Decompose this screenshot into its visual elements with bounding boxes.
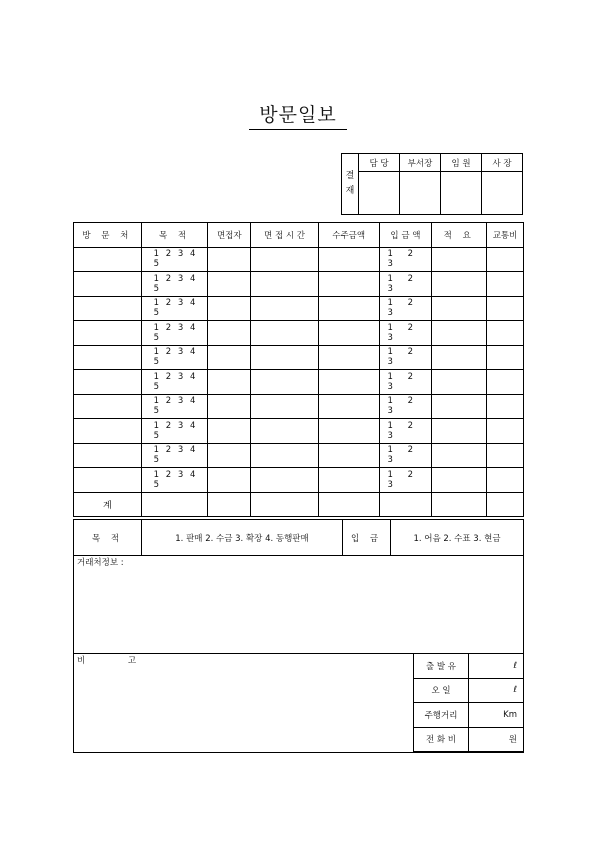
- cell-transport-cost[interactable]: [487, 468, 524, 493]
- total-interviewee[interactable]: [208, 492, 251, 517]
- cell-interview-time[interactable]: [251, 419, 319, 444]
- title-underline: [249, 129, 347, 130]
- table-row: [74, 321, 524, 346]
- cell-transport-cost[interactable]: [487, 394, 524, 419]
- cell-transport-cost[interactable]: [487, 419, 524, 444]
- cell-summary[interactable]: [432, 370, 487, 395]
- expense-box: [413, 653, 524, 752]
- side-value-phone[interactable]: 원: [469, 727, 524, 752]
- col-header-purpose: 목 적: [141, 223, 208, 248]
- cell-visit-place[interactable]: [74, 394, 142, 419]
- approval-header-executive: 임 원: [441, 154, 482, 172]
- cell-visit-place[interactable]: [74, 321, 142, 346]
- col-header-order-amount: 수주금액: [318, 223, 379, 248]
- cell-order-amount[interactable]: [318, 247, 379, 272]
- cell-payment[interactable]: 1 2 3: [379, 321, 432, 346]
- total-payment[interactable]: [379, 492, 432, 517]
- purpose-legend-options: 1. 판매 2. 수금 3. 확장 4. 동행판매: [142, 520, 343, 556]
- approval-sign-staff[interactable]: [359, 172, 400, 215]
- side-value-oil[interactable]: ℓ: [469, 678, 524, 703]
- cell-visit-place[interactable]: [74, 468, 142, 493]
- cell-order-amount[interactable]: [318, 419, 379, 444]
- cell-interviewee[interactable]: [208, 419, 251, 444]
- cell-purpose[interactable]: 1 2 3 4 5: [141, 247, 208, 272]
- cell-interviewee[interactable]: [208, 272, 251, 297]
- cell-payment[interactable]: 1 2 3: [379, 247, 432, 272]
- cell-payment[interactable]: 1 2 3: [379, 296, 432, 321]
- table-row: [74, 370, 524, 395]
- approval-header-president: 사 장: [482, 154, 523, 172]
- table-row: [74, 468, 524, 493]
- total-order-amount[interactable]: [318, 492, 379, 517]
- col-header-interview-time: 면 접 시 간: [251, 223, 319, 248]
- cell-interview-time[interactable]: [251, 394, 319, 419]
- purpose-legend-label: 목 적: [74, 520, 142, 556]
- approval-header-manager: 부서장: [400, 154, 441, 172]
- cell-summary[interactable]: [432, 419, 487, 444]
- cell-summary[interactable]: [432, 321, 487, 346]
- remarks-label: 비 고: [77, 656, 157, 666]
- side-value-fuel[interactable]: ℓ: [469, 654, 524, 679]
- col-header-transport-cost: 교통비: [487, 223, 524, 248]
- cell-interview-time[interactable]: [251, 247, 319, 272]
- cell-order-amount[interactable]: [318, 296, 379, 321]
- cell-summary[interactable]: [432, 272, 487, 297]
- total-purpose[interactable]: [141, 492, 208, 517]
- cell-purpose[interactable]: 1 2 3 4 5: [141, 468, 208, 493]
- cell-payment[interactable]: 1 2 3: [379, 468, 432, 493]
- approval-sign-executive[interactable]: [441, 172, 482, 215]
- total-interview-time[interactable]: [251, 492, 319, 517]
- cell-interviewee[interactable]: [208, 296, 251, 321]
- cell-interviewee[interactable]: [208, 443, 251, 468]
- col-header-payment-amount: 입 금 액: [379, 223, 432, 248]
- client-info-label: 거래처정보 :: [77, 558, 124, 568]
- col-header-summary: 적 요: [432, 223, 487, 248]
- cell-visit-place[interactable]: [74, 443, 142, 468]
- table-row: [74, 247, 524, 272]
- table-row: [74, 394, 524, 419]
- cell-order-amount[interactable]: [318, 345, 379, 370]
- approval-header-staff: 담 당: [359, 154, 400, 172]
- cell-transport-cost[interactable]: [487, 296, 524, 321]
- col-header-interviewee: 면접자: [208, 223, 251, 248]
- cell-payment[interactable]: 1 2 3: [379, 272, 432, 297]
- cell-purpose[interactable]: 1 2 3 4 5: [141, 443, 208, 468]
- cell-purpose[interactable]: 1 2 3 4 5: [141, 370, 208, 395]
- cell-order-amount[interactable]: [318, 468, 379, 493]
- cell-interviewee[interactable]: [208, 345, 251, 370]
- total-transport-cost[interactable]: [487, 492, 524, 517]
- cell-transport-cost[interactable]: [487, 247, 524, 272]
- cell-visit-place[interactable]: [74, 345, 142, 370]
- table-row: [74, 272, 524, 297]
- cell-summary[interactable]: [432, 296, 487, 321]
- cell-purpose[interactable]: 1 2 3 4 5: [141, 345, 208, 370]
- approval-label: 결재: [342, 154, 359, 215]
- cell-visit-place[interactable]: [74, 272, 142, 297]
- cell-interviewee[interactable]: [208, 321, 251, 346]
- cell-visit-place[interactable]: [74, 370, 142, 395]
- cell-payment[interactable]: 1 2 3: [379, 419, 432, 444]
- cell-transport-cost[interactable]: [487, 345, 524, 370]
- table-row: [74, 296, 524, 321]
- cell-interview-time[interactable]: [251, 296, 319, 321]
- table-header-row: [74, 223, 524, 248]
- table-row: [74, 443, 524, 468]
- side-label-oil: 오 일: [414, 678, 469, 703]
- cell-interview-time[interactable]: [251, 272, 319, 297]
- cell-purpose[interactable]: 1 2 3 4 5: [141, 272, 208, 297]
- cell-summary[interactable]: [432, 345, 487, 370]
- cell-purpose[interactable]: 1 2 3 4 5: [141, 296, 208, 321]
- cell-interviewee[interactable]: [208, 468, 251, 493]
- total-row: [74, 492, 524, 517]
- cell-payment[interactable]: 1 2 3: [379, 443, 432, 468]
- total-label: 계: [74, 492, 142, 517]
- cell-interview-time[interactable]: [251, 468, 319, 493]
- cell-payment[interactable]: 1 2 3: [379, 370, 432, 395]
- cell-purpose[interactable]: 1 2 3 4 5: [141, 419, 208, 444]
- approval-sign-president[interactable]: [482, 172, 523, 215]
- cell-interview-time[interactable]: [251, 370, 319, 395]
- cell-summary[interactable]: [432, 443, 487, 468]
- cell-interviewee[interactable]: [208, 370, 251, 395]
- visit-table: [73, 222, 524, 517]
- side-value-distance[interactable]: Km: [469, 703, 524, 728]
- cell-interview-time[interactable]: [251, 443, 319, 468]
- cell-purpose[interactable]: 1 2 3 4 5: [141, 394, 208, 419]
- side-label-phone: 전 화 비: [414, 727, 469, 752]
- cell-interview-time[interactable]: [251, 321, 319, 346]
- cell-interviewee[interactable]: [208, 247, 251, 272]
- total-summary[interactable]: [432, 492, 487, 517]
- cell-interview-time[interactable]: [251, 345, 319, 370]
- payment-legend-options: 1. 어음 2. 수표 3. 현금: [391, 520, 524, 556]
- cell-transport-cost[interactable]: [487, 321, 524, 346]
- cell-visit-place[interactable]: [74, 247, 142, 272]
- cell-summary[interactable]: [432, 247, 487, 272]
- approval-box: [341, 153, 523, 215]
- cell-transport-cost[interactable]: [487, 272, 524, 297]
- cell-summary[interactable]: [432, 468, 487, 493]
- cell-payment[interactable]: 1 2 3: [379, 345, 432, 370]
- side-label-fuel: 출 발 유: [414, 654, 469, 679]
- table-row: [74, 419, 524, 444]
- col-header-visit-place: 방 문 처: [74, 223, 142, 248]
- table-row: [74, 345, 524, 370]
- cell-order-amount[interactable]: [318, 370, 379, 395]
- cell-purpose[interactable]: 1 2 3 4 5: [141, 321, 208, 346]
- page-title: 방문일보: [259, 104, 337, 126]
- cell-summary[interactable]: [432, 394, 487, 419]
- cell-visit-place[interactable]: [74, 419, 142, 444]
- cell-interviewee[interactable]: [208, 394, 251, 419]
- cell-order-amount[interactable]: [318, 394, 379, 419]
- cell-payment[interactable]: 1 2 3: [379, 394, 432, 419]
- client-info-field[interactable]: [74, 556, 524, 654]
- approval-sign-manager[interactable]: [400, 172, 441, 215]
- cell-visit-place[interactable]: [74, 296, 142, 321]
- cell-order-amount[interactable]: [318, 443, 379, 468]
- cell-order-amount[interactable]: [318, 272, 379, 297]
- cell-transport-cost[interactable]: [487, 370, 524, 395]
- cell-order-amount[interactable]: [318, 321, 379, 346]
- cell-transport-cost[interactable]: [487, 443, 524, 468]
- side-label-distance: 주행거리: [414, 703, 469, 728]
- payment-legend-label: 입 금: [343, 520, 391, 556]
